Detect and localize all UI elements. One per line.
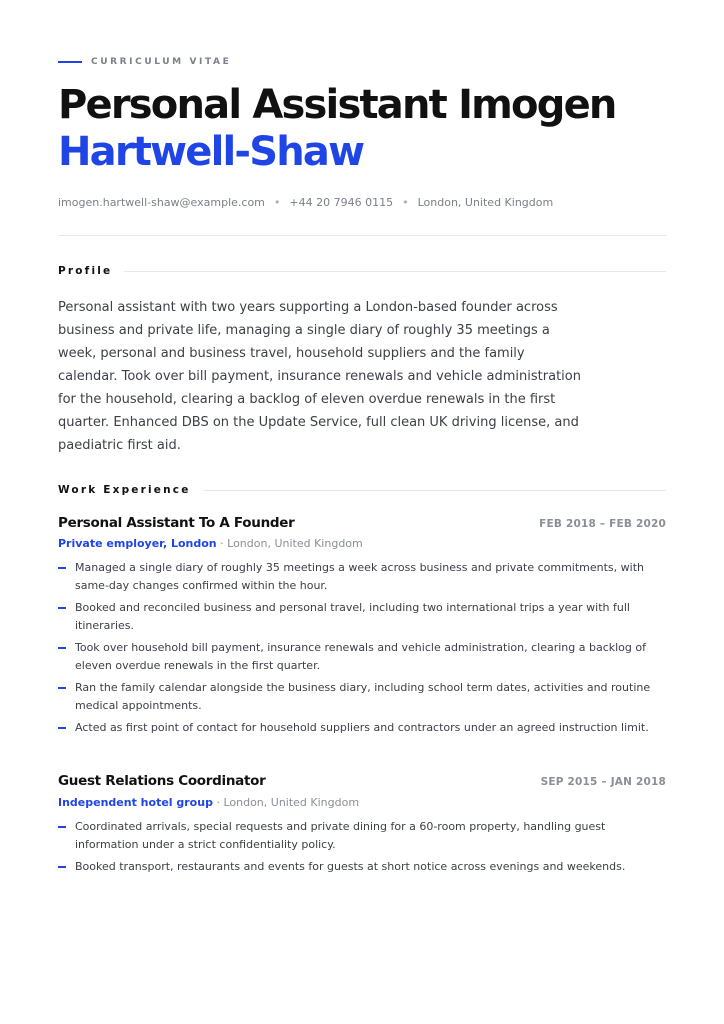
profile-text: Personal assistant with two years supporting a London-based founder across business and private life, managing a single diary of roughly 35 meetings a week, personal and business travel, household suppliers and the family calendar. Took over bill payment, insurance renewals and vehicle administration for the household, clearing a backlog of eleven overdue renewals in the first quarter. Enhanced DBS on the Update Service, full clean UK driving license, and paediatric first aid.: [58, 300, 581, 453]
contact-location: London, United Kingdom: [417, 196, 554, 209]
job-company: Independent hotel group: [58, 796, 213, 809]
job-bullets: [58, 818, 666, 880]
contact-separator: •: [273, 196, 281, 209]
bullet-text: Booked transport, restaurants and events for guests at short notice across evenings and weekends.: [75, 860, 626, 873]
job-title: Personal Assistant To A Founder: [58, 515, 295, 531]
accent-bar: [58, 61, 82, 63]
job-company: Private employer, London: [58, 537, 217, 550]
header-divider: [58, 235, 666, 236]
org-separator: ·: [220, 537, 228, 550]
bullet-text: Coordinated arrivals, special requests and private dining for a 60-room property, handling guest information under a strict confidentiality policy.: [75, 820, 606, 851]
section-divider: [203, 490, 666, 491]
job-dates: FEB 2018 – FEB 2020: [539, 518, 666, 530]
profile-heading-label: Profile: [58, 265, 113, 277]
bullet-text: Booked and reconciled business and personal travel, including two international trips a year with full itineraries.: [75, 601, 630, 632]
experience-heading: [58, 484, 666, 496]
job-bullets: [58, 559, 666, 741]
bullet-text: Ran the family calendar alongside the business diary, including school term dates, activities and routine medical appointments.: [75, 681, 651, 712]
section-divider: [124, 271, 666, 272]
org-separator: ·: [216, 796, 224, 809]
bullet-dash: [58, 607, 66, 609]
bullet-dash: [58, 866, 66, 868]
bullet-dash: [58, 727, 66, 729]
name-line-last: Hartwell-Shaw: [58, 129, 364, 175]
list-item: [58, 599, 666, 635]
contact-phone[interactable]: +44 20 7946 0115: [289, 196, 394, 209]
job-dates: SEP 2015 – JAN 2018: [540, 776, 666, 788]
job-location: London, United Kingdom: [227, 537, 363, 550]
bullet-text: Acted as first point of contact for household suppliers and contractors under an agreed instruction limit.: [75, 721, 649, 734]
list-item: [58, 639, 666, 675]
bullet-text: Took over household bill payment, insurance renewals and vehicle administration, clearing a backlog of eleven overdue renewals in the first quarter.: [75, 641, 646, 672]
contact-email[interactable]: imogen.hartwell-shaw@example.com: [58, 196, 265, 209]
job-title: Guest Relations Coordinator: [58, 773, 266, 789]
cv-eyebrow: [58, 57, 231, 67]
list-item: [58, 679, 666, 715]
bullet-dash: [58, 647, 66, 649]
bullet-dash: [58, 567, 66, 569]
bullet-dash: [58, 687, 66, 689]
list-item: [58, 719, 666, 737]
profile-heading: [58, 265, 666, 277]
eyebrow-label: CURRICULUM VITAE: [91, 57, 232, 67]
job-organisation: [58, 796, 359, 809]
job-organisation: [58, 537, 363, 550]
list-item: [58, 858, 666, 876]
name-line-first: Personal Assistant Imogen: [58, 82, 616, 128]
bullet-dash: [58, 826, 66, 828]
contact-separator: •: [402, 196, 409, 209]
job-location: London, United Kingdom: [223, 796, 360, 809]
list-item: [58, 818, 666, 854]
bullet-text: Managed a single diary of roughly 35 meetings a week across business and private commitments, with same-day changes confirmed within the hour.: [75, 561, 644, 592]
experience-heading-label: Work Experience: [58, 484, 191, 496]
contact-line: [58, 196, 553, 209]
list-item: [58, 559, 666, 595]
candidate-name: [58, 82, 698, 176]
